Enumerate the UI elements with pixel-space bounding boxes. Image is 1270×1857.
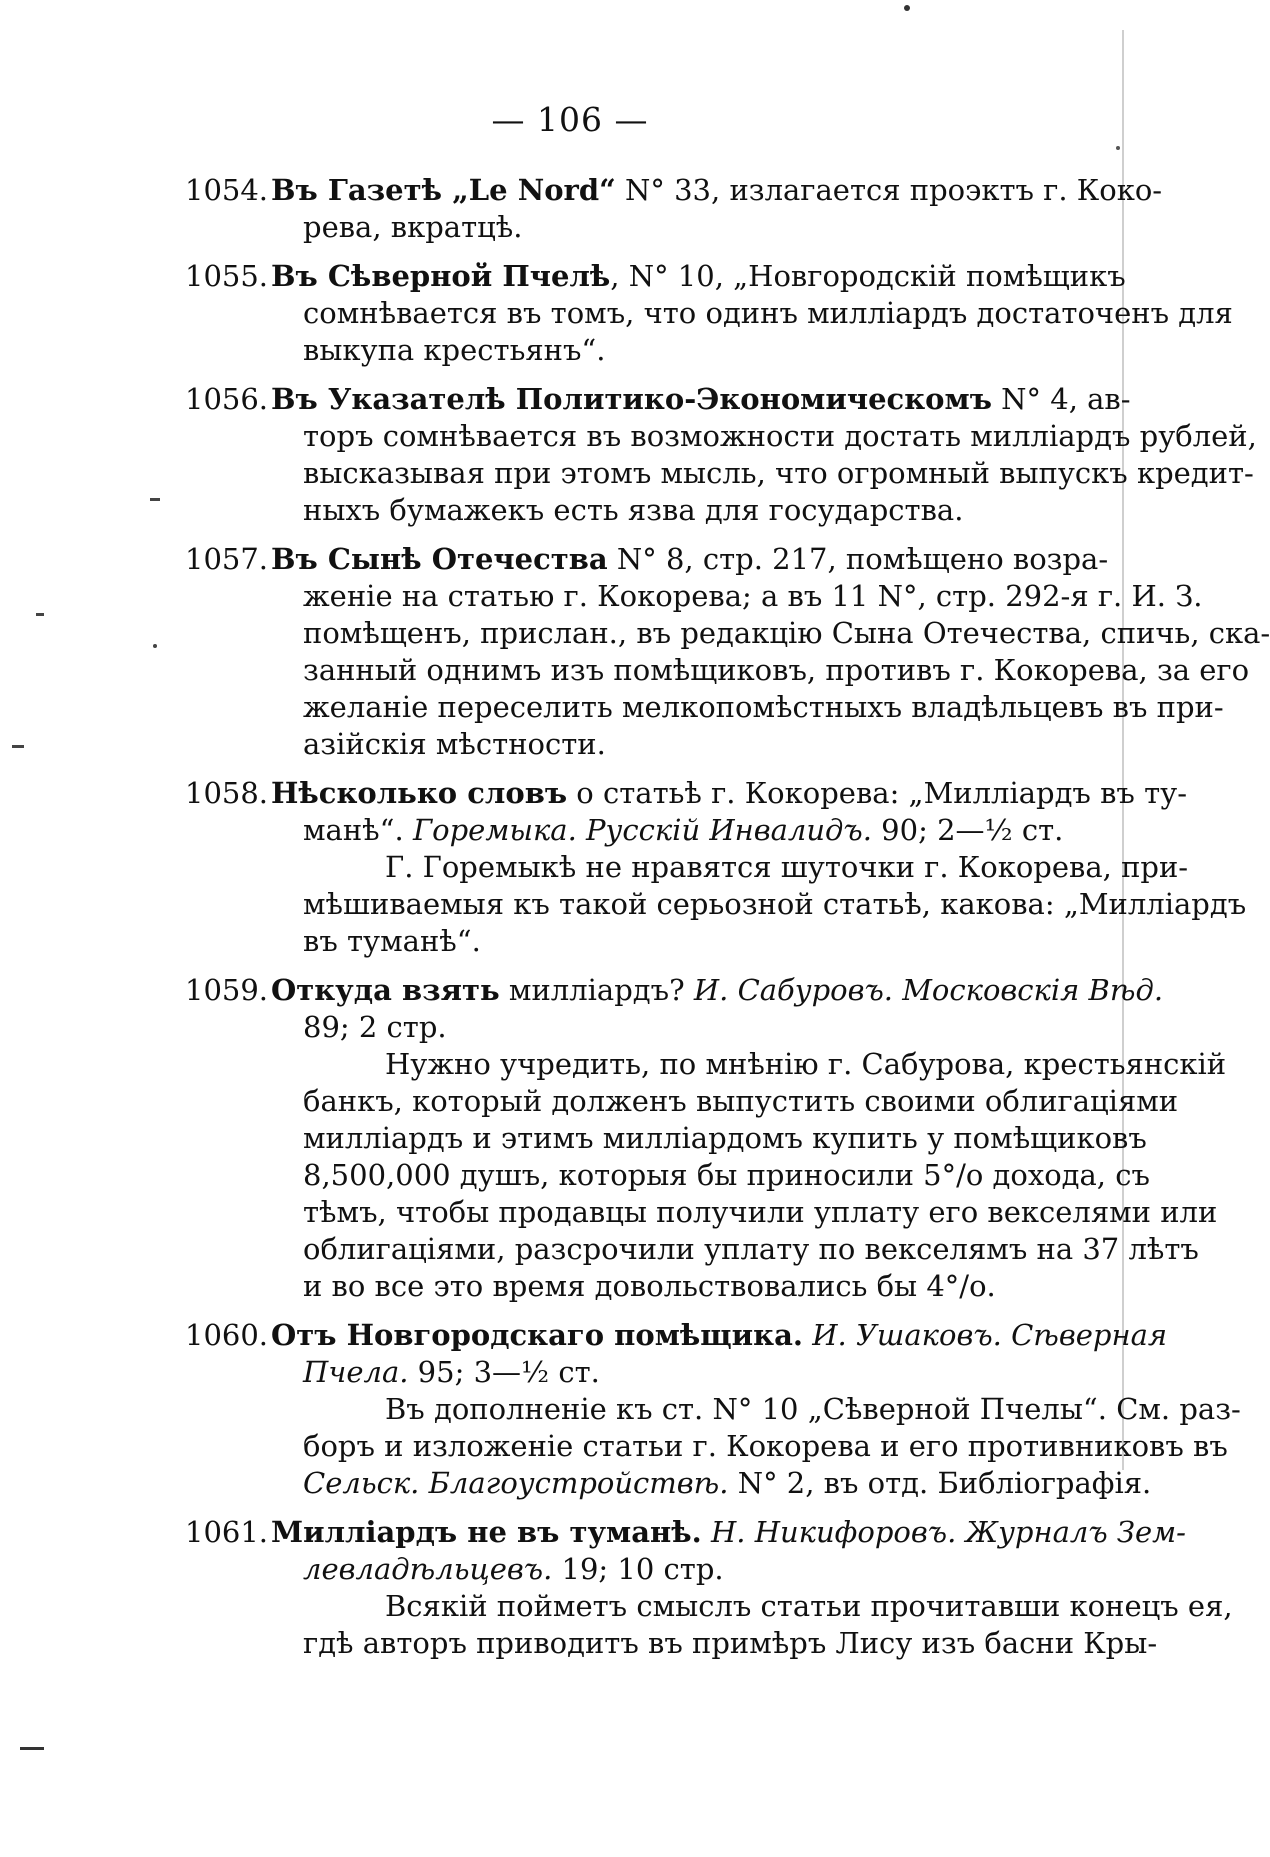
bold-title: Нѣсколько словъ [271,776,568,810]
text-segment: 95; 3—½ ст. [408,1355,600,1389]
text-line [303,812,1075,849]
text-line [271,972,1164,1009]
text-line [303,689,1224,726]
text-segment: женіе на статью г. Кокорева; а въ 11 N°, стр. 292-я г. И. З. [303,579,1203,613]
text-segment: занный однимъ изъ помѣщиковъ, противъ г. Кокорева, за его [303,653,1250,687]
text-segment: помѣщенъ, прислан., въ редакцію Сына Отечества, спичь, ска- [303,616,1270,650]
text-segment: въ туманѣ“. [303,924,481,958]
text-line [385,1046,1227,1083]
italic-citation: Горемыка. Русскій Инвалидъ. [412,813,872,847]
entry-number: 1054. [185,173,269,207]
bold-title: Въ Сынѣ Отечества [271,542,608,576]
text-segment: гдѣ авторъ приводитъ въ примѣръ Лису изъ басни Кры- [303,1626,1158,1660]
text-segment: милліардъ? [499,973,694,1007]
bibliography-entries [185,172,1270,1674]
bibliography-entry [185,1514,1233,1662]
text-line [271,775,1187,812]
text-segment [702,1515,711,1549]
text-line [303,886,1247,923]
bold-title: Отъ Новгородскаго помѣщика. [271,1318,803,1352]
text-segment: азійскія мѣстности. [303,727,606,761]
entry-number: 1059. [185,973,269,1007]
text-line [303,615,1270,652]
text-line [303,1625,1158,1662]
text-line [303,578,1203,615]
text-segment: мѣшиваемыя къ такой серьозной статьѣ, какова: „Милліардъ [303,887,1247,921]
bibliography-entry [185,775,1247,960]
entry-number: 1056. [185,382,269,416]
text-line [303,1194,1218,1231]
text-segment: Всякій пойметъ смыслъ статьи прочитавши конецъ ея, [385,1589,1233,1623]
text-segment: , N° 10, „Новгородскій помѣщикъ [610,259,1126,293]
text-segment: банкъ, который долженъ выпустить своими облигаціями [303,1084,1179,1118]
italic-citation: Н. Никифоровъ. Журналъ Зем- [710,1515,1186,1549]
text-line [303,1268,1075,1305]
text-line [303,1157,1150,1194]
text-line [271,1514,1186,1551]
italic-citation: Пчела. [303,1355,409,1389]
text-segment [803,1318,812,1352]
text-line [303,652,1250,689]
text-line [303,923,1075,960]
text-segment: тѣмъ, чтобы продавцы получили уплату его векселями или [303,1195,1218,1229]
text-line [303,1465,1152,1502]
text-line [303,1120,1147,1157]
text-segment: ныхъ бумажекъ есть язва для государства. [303,493,964,527]
text-segment: N° 4, ав- [991,382,1131,416]
text-segment: высказывая при этомъ мысль, что огромный выпускъ кредит- [303,456,1254,490]
text-line [385,1588,1233,1625]
entry-number: 1057. [185,542,269,576]
text-line [303,492,1075,529]
bold-title: Въ Сѣверной Пчелѣ [271,259,611,293]
bibliography-entry [185,541,1270,763]
text-segment: N° 2, въ отд. Библіографія. [728,1466,1152,1500]
entry-number: 1060. [185,1318,269,1352]
text-segment: Нужно учредить, по мнѣнію г. Сабурова, крестьянскій [385,1047,1227,1081]
italic-citation: И. Ушаковъ. Сѣверная [812,1318,1168,1352]
page-number: — 106 — [491,100,649,139]
bibliography-entry [185,258,1233,369]
text-segment: 19; 10 стр. [552,1552,724,1586]
text-line [271,172,1163,209]
entry-number: 1055. [185,259,269,293]
text-segment: 89; 2 стр. [303,1010,447,1044]
text-segment: Г. Горемыкѣ не нравятся шуточки г. Кокорева, при- [385,850,1189,884]
text-line [271,541,1109,578]
text-segment: N° 33, излагается проэктъ г. Коко- [615,173,1163,207]
text-segment: N° 8, стр. 217, помѣщено возра- [607,542,1109,576]
text-line [303,295,1233,332]
text-line [385,1391,1241,1428]
entry-number: 1058. [185,776,269,810]
text-segment: о статьѣ г. Кокорева: „Милліардъ въ ту- [567,776,1187,810]
text-line [303,1231,1199,1268]
text-segment: сомнѣвается въ томъ, что одинъ милліардъ достаточенъ для [303,296,1233,330]
entry-number: 1061. [185,1515,269,1549]
text-line [385,849,1189,886]
text-line [303,1083,1179,1120]
text-line [303,1428,1228,1465]
bold-title: Въ Газетѣ „Le Nord“ [271,173,616,207]
text-segment: боръ и изложеніе статьи г. Кокорева и его противниковъ въ [303,1429,1228,1463]
bibliography-entry [185,972,1227,1305]
text-segment: рева, вкратцѣ. [303,210,523,244]
text-line [271,1317,1168,1354]
italic-citation: левладѣльцевъ. [303,1552,553,1586]
text-line [303,332,1075,369]
text-segment: выкупа крестьянъ“. [303,333,606,367]
text-line [303,209,1075,246]
text-segment: желаніе переселить мелкопомѣстныхъ владѣльцевъ въ при- [303,690,1224,724]
text-line [303,1551,1075,1588]
text-line [271,258,1126,295]
text-segment: и во все это время довольствовались бы 4°/о. [303,1269,996,1303]
text-segment: манѣ“. [303,813,413,847]
text-segment: Въ дополненіе къ ст. N° 10 „Сѣверной Пчелы“. См. раз- [385,1392,1241,1426]
text-line [303,726,1075,763]
bibliography-entry [185,381,1257,529]
text-segment: торъ сомнѣвается въ возможности достать милліардъ рублей, [303,419,1257,453]
text-line [303,418,1257,455]
text-segment: 8,500,000 душъ, которыя бы приносили 5°/о дохода, съ [303,1158,1150,1192]
text-segment: 90; 2—½ ст. [871,813,1064,847]
text-segment: облигаціями, разсрочили уплату по векселямъ на 37 лѣтъ [303,1232,1199,1266]
italic-citation: И. Сабуровъ. Московскія Вѣд. [693,973,1164,1007]
bold-title: Откуда взять [271,973,500,1007]
bibliography-entry [185,172,1163,246]
text-line [303,455,1254,492]
bold-title: Милліардъ не въ туманѣ. [271,1515,702,1549]
bibliography-entry [185,1317,1241,1502]
text-segment: милліардъ и этимъ милліардомъ купить у помѣщиковъ [303,1121,1147,1155]
text-line [271,381,1131,418]
bold-title: Въ Указателѣ Политико-Экономическомъ [271,382,992,416]
text-line [303,1354,1075,1391]
text-line [303,1009,1075,1046]
italic-citation: Сельск. Благоустройствѣ. [303,1466,729,1500]
